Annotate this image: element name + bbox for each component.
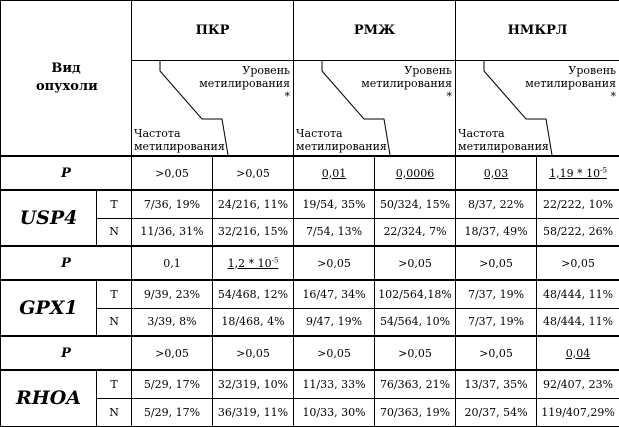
- table-cell: 13/37, 35%: [456, 370, 537, 398]
- table-cell: 50/324, 15%: [375, 190, 456, 218]
- p-value-row: [1, 156, 619, 190]
- p-value-cell: >0,05: [213, 336, 294, 370]
- table-cell: 48/444, 11%: [537, 308, 619, 336]
- methylation-frequency-label: Частота метилирования: [296, 127, 386, 153]
- table-cell: 119/407,29%: [537, 398, 619, 426]
- tumor-type-label: Вид опухоли: [36, 60, 96, 96]
- table-cell: 102/564,18%: [375, 280, 456, 308]
- table-cell: 7/37, 19%: [456, 280, 537, 308]
- table-cell: 92/407, 23%: [537, 370, 619, 398]
- p-value-cell: >0,05: [213, 156, 294, 190]
- sample-type: N: [97, 398, 132, 426]
- table-cell: 11/33, 33%: [294, 370, 375, 398]
- methylation-level-label: Уровень метилирования *: [342, 64, 452, 103]
- group-header-rmzh: РМЖ: [294, 1, 456, 61]
- p-value-cell: >0,05: [375, 336, 456, 370]
- p-value-cell: 0,04: [537, 336, 619, 370]
- p-value-cell: >0,05: [456, 336, 537, 370]
- gene-name: RHOA: [1, 370, 97, 426]
- p-value-cell: 0,03: [456, 156, 537, 190]
- table-cell: 48/444, 11%: [537, 280, 619, 308]
- sample-type: T: [97, 280, 132, 308]
- table-cell: 70/363, 19%: [375, 398, 456, 426]
- methylation-frequency-label: Частота метилирования: [458, 127, 548, 153]
- table-cell: 9/47, 19%: [294, 308, 375, 336]
- tumor-type-header: [1, 1, 132, 157]
- p-label: P: [1, 246, 132, 280]
- subheader-cell-rmzh: [294, 61, 456, 157]
- table-cell: 54/468, 12%: [213, 280, 294, 308]
- table-cell: 8/37, 22%: [456, 190, 537, 218]
- p-label: P: [1, 156, 132, 190]
- data-row: [1, 370, 619, 398]
- table-cell: 76/363, 21%: [375, 370, 456, 398]
- p-value-row: [1, 336, 619, 370]
- subheader-cell-pkr: [132, 61, 294, 157]
- p-value-cell: >0,05: [294, 246, 375, 280]
- p-value-row: [1, 246, 619, 280]
- table-cell: 32/319, 10%: [213, 370, 294, 398]
- methylation-level-label: Уровень метилирования *: [180, 64, 290, 103]
- table-cell: 22/222, 10%: [537, 190, 619, 218]
- table-cell: 58/222, 26%: [537, 218, 619, 246]
- p-value-cell: $1,2 * 10^{-5}$: [213, 246, 294, 280]
- table-cell: 10/33, 30%: [294, 398, 375, 426]
- p-value-cell: 0,1: [132, 246, 213, 280]
- group-header-nmkrl: НМКРЛ: [456, 1, 619, 61]
- table-cell: 7/36, 19%: [132, 190, 213, 218]
- data-row: [1, 280, 619, 308]
- sample-type: N: [97, 308, 132, 336]
- table-cell: 24/216, 11%: [213, 190, 294, 218]
- table-cell: 7/37, 19%: [456, 308, 537, 336]
- table-cell: 22/324, 7%: [375, 218, 456, 246]
- group-header-pkr: ПКР: [132, 1, 294, 61]
- p-value-cell: >0,05: [456, 246, 537, 280]
- sample-type: T: [97, 370, 132, 398]
- table-cell: 3/39, 8%: [132, 308, 213, 336]
- p-value-cell: >0,05: [132, 156, 213, 190]
- table-cell: 7/54, 13%: [294, 218, 375, 246]
- methylation-level-label: Уровень метилирования *: [506, 64, 616, 103]
- table-cell: 18/468, 4%: [213, 308, 294, 336]
- table-cell: 16/47, 34%: [294, 280, 375, 308]
- p-value-cell: >0,05: [375, 246, 456, 280]
- p-label: P: [1, 336, 132, 370]
- table-cell: 19/54, 35%: [294, 190, 375, 218]
- data-row: [1, 190, 619, 218]
- p-value-cell: 0,0006: [375, 156, 456, 190]
- table-cell: 9/39, 23%: [132, 280, 213, 308]
- table-cell: 36/319, 11%: [213, 398, 294, 426]
- p-value-cell: >0,05: [294, 336, 375, 370]
- p-value-cell: >0,05: [537, 246, 619, 280]
- sample-type: N: [97, 218, 132, 246]
- gene-name: USP4: [1, 190, 97, 246]
- table-cell: 5/29, 17%: [132, 370, 213, 398]
- p-value-cell: >0,05: [132, 336, 213, 370]
- table-cell: 20/37, 54%: [456, 398, 537, 426]
- table-cell: 5/29, 17%: [132, 398, 213, 426]
- table-cell: 32/216, 15%: [213, 218, 294, 246]
- table-cell: 18/37, 49%: [456, 218, 537, 246]
- sample-type: T: [97, 190, 132, 218]
- p-value-cell: 0,01: [294, 156, 375, 190]
- subheader-cell-nmkrl: [456, 61, 619, 157]
- methylation-frequency-label: Частота метилирования: [134, 127, 224, 153]
- table-cell: 11/36, 31%: [132, 218, 213, 246]
- header-row: [1, 1, 619, 61]
- table-cell: 54/564, 10%: [375, 308, 456, 336]
- p-value-cell: $1,19 * 10^{-5}$: [537, 156, 619, 190]
- gene-name: GPX1: [1, 280, 97, 336]
